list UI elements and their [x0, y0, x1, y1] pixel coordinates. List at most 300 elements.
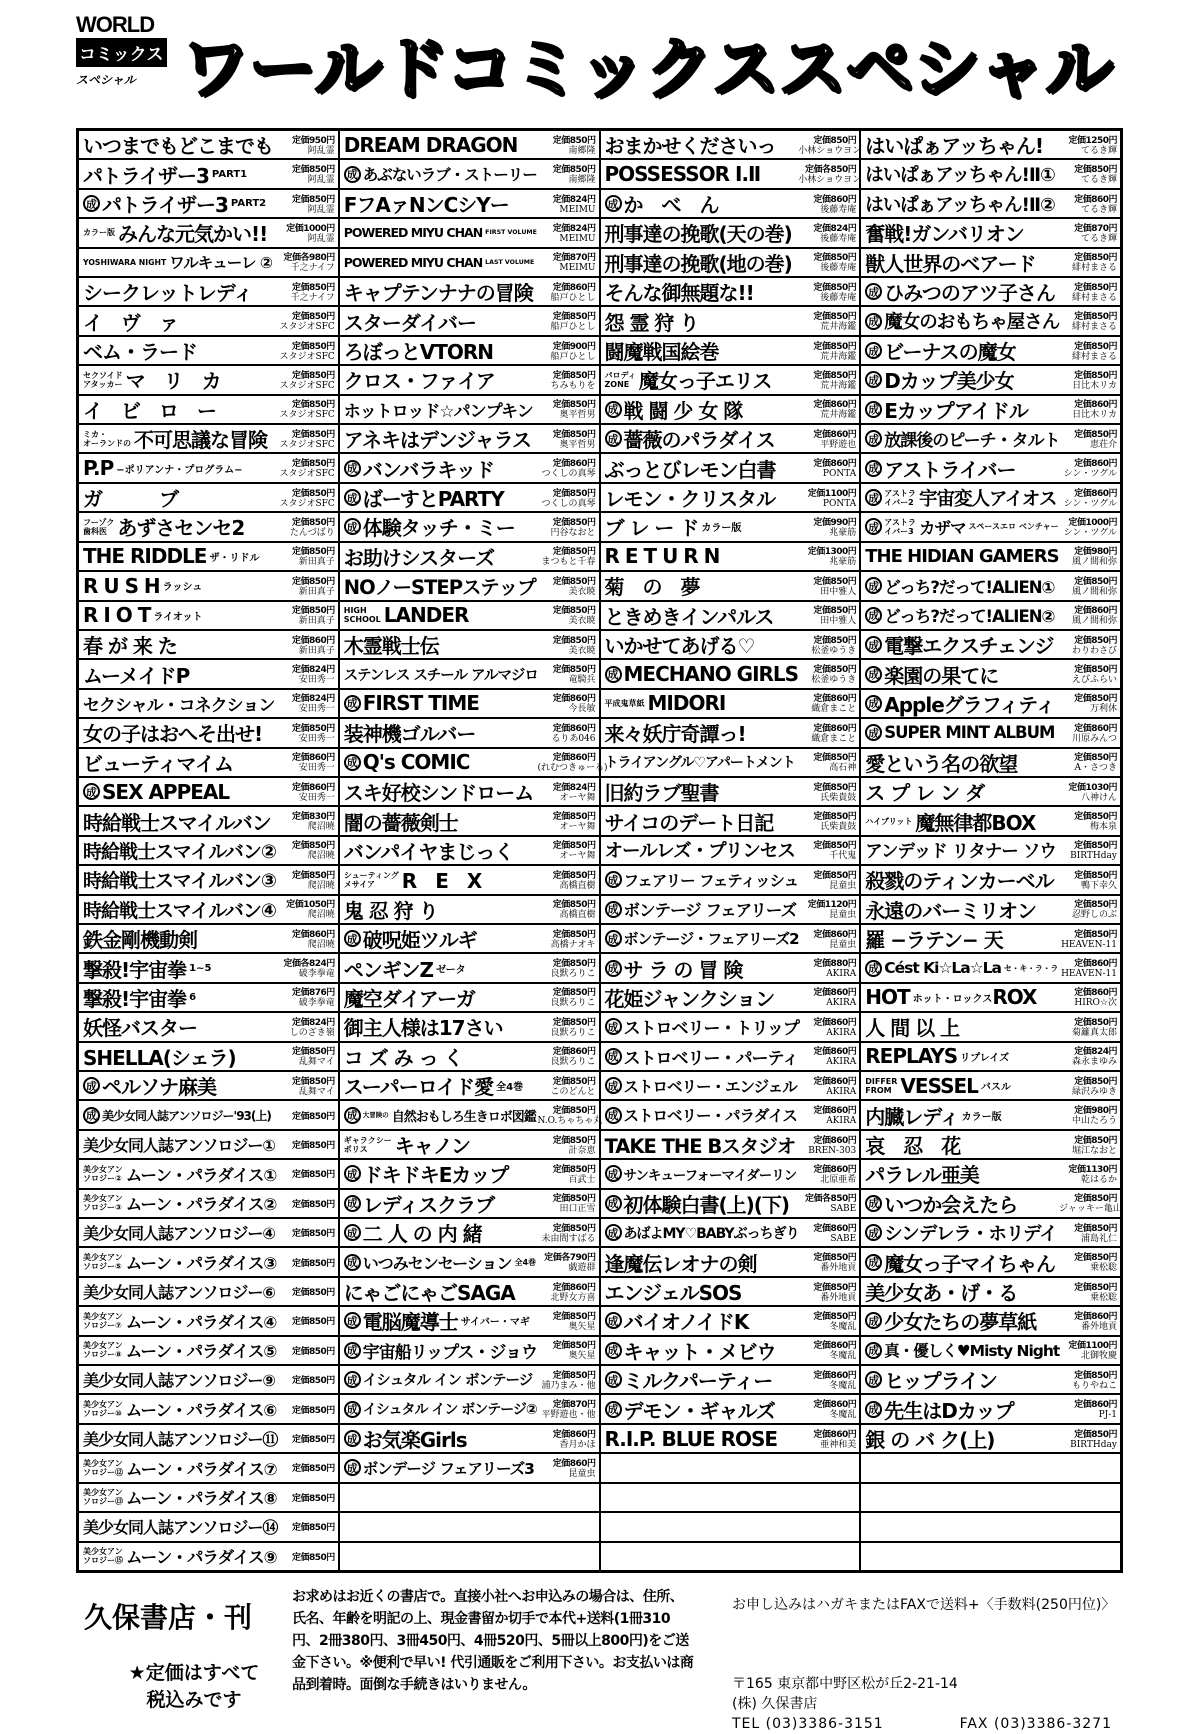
- price: 定価860円: [813, 929, 857, 940]
- catalog-item: [79, 837, 338, 866]
- catalog-item: [340, 1395, 599, 1424]
- author: スタジオSFC: [279, 498, 335, 509]
- author: 破李拳竜: [298, 969, 335, 980]
- title-area: [865, 1190, 1059, 1217]
- price-author: [1059, 1397, 1117, 1421]
- author: MEIMU: [559, 263, 596, 274]
- price-author: [277, 1109, 335, 1122]
- price: 定価1300円: [807, 547, 857, 558]
- price-author: [798, 427, 856, 451]
- catalog-item: [601, 896, 860, 925]
- author: 美衣暁: [568, 586, 596, 597]
- title-area: [83, 1101, 277, 1128]
- adult-mark-badge: 成: [344, 166, 361, 183]
- catalog-item: [861, 1366, 1120, 1395]
- adult-mark-badge: 成: [344, 489, 361, 506]
- price-author: [277, 250, 335, 274]
- author: 奥矢星: [568, 1321, 596, 1332]
- price: 定価各824円: [283, 959, 335, 970]
- catalog-item: [601, 1101, 860, 1130]
- title-area: [605, 1366, 799, 1393]
- book-title: キャット・メビウ: [623, 1339, 776, 1364]
- price: 定価824円: [552, 782, 596, 793]
- title-line: [83, 807, 271, 836]
- book-title: 鬼 忍 狩 り: [343, 898, 438, 923]
- book-title: 初体験白書(上)(下): [623, 1192, 790, 1217]
- price-author: [538, 1133, 596, 1157]
- adult-mark-badge: 成: [605, 1401, 622, 1418]
- book-title: 美少女あ・げ・る: [865, 1281, 1018, 1306]
- catalog-item: [861, 807, 1120, 836]
- title-area: [865, 807, 1059, 834]
- price-author: [798, 1250, 856, 1274]
- title-prefix: 美少女アン ソロジー⑦: [83, 1311, 123, 1330]
- price: 定価850円: [291, 1493, 335, 1504]
- catalog-item: [79, 543, 338, 572]
- catalog-item: [340, 1219, 599, 1248]
- catalog-item: [79, 1543, 338, 1570]
- title-line: [605, 248, 792, 277]
- author: 奥平哲男: [559, 439, 596, 450]
- price-author: [798, 574, 856, 598]
- price-author: [798, 192, 856, 216]
- catalog-item: [861, 366, 1120, 395]
- book-title: 魔無律都BOX: [915, 810, 1036, 835]
- author: たんづばり: [289, 527, 335, 538]
- book-title: R E X: [401, 869, 482, 894]
- title-line: [865, 1248, 1055, 1277]
- title-area: [344, 602, 538, 629]
- title-line: [344, 1251, 536, 1274]
- price: 定価860円: [813, 1341, 857, 1352]
- title-line: [865, 485, 1056, 511]
- book-title: ボンデージ フェアリーズ3: [362, 1459, 534, 1478]
- catalog-item: [79, 954, 338, 983]
- catalog-item: [340, 307, 599, 336]
- price: 定価860円: [1074, 1311, 1117, 1322]
- book-title: 美少女同人誌アンソロジー⑪: [83, 1430, 278, 1450]
- title-line: [83, 424, 267, 453]
- title-prefix: ミカ・ オーランドの: [83, 429, 131, 448]
- title-area: [83, 749, 277, 776]
- catalog-item: [861, 749, 1120, 778]
- adult-mark-badge: 成: [865, 636, 882, 653]
- book-title: サンキューフォーマイダーリン: [623, 1167, 797, 1184]
- price-author: [798, 809, 856, 833]
- price: 定価860円: [1074, 459, 1117, 470]
- title-line: [865, 1130, 960, 1159]
- empty-row: [861, 1454, 1120, 1483]
- title-line: [865, 1044, 1009, 1068]
- adult-mark-badge: 成: [605, 1195, 622, 1212]
- title-area: [605, 1160, 799, 1187]
- author: 中山たろう: [1071, 1116, 1117, 1127]
- title-line: [344, 603, 469, 627]
- book-title: イ ビ ロ ー: [83, 398, 216, 423]
- book-title: TAKE THE Bスタジオ: [604, 1134, 796, 1158]
- author: 船戸ひとし: [550, 322, 596, 333]
- title-area: [865, 1248, 1059, 1275]
- catalog-item: [601, 337, 860, 366]
- price: 定価860円: [552, 282, 596, 293]
- author: 風ノ間和弥: [1071, 586, 1117, 597]
- book-title: みんな元気かい!!: [118, 222, 268, 247]
- empty-row: [861, 1484, 1120, 1513]
- price-author: [538, 1162, 596, 1186]
- title-area: [83, 1248, 277, 1275]
- title-area: [605, 602, 799, 629]
- price-author: [538, 250, 596, 274]
- title-area: [865, 1072, 1059, 1099]
- book-title: 御主人様は17さい: [343, 1016, 503, 1041]
- price-author: [798, 897, 856, 921]
- title-line: [865, 515, 1058, 539]
- price: 定価850円: [291, 1141, 335, 1152]
- price-author: [798, 721, 856, 745]
- adult-mark-badge: 成: [605, 1018, 622, 1035]
- title-area: [605, 984, 799, 1011]
- title-line: [83, 483, 178, 512]
- title-line: [605, 1365, 773, 1394]
- title-area: [865, 572, 1059, 599]
- price: 定価850円: [1074, 929, 1117, 940]
- title-area: [344, 484, 538, 511]
- title-area: [865, 1160, 1059, 1187]
- title-area: [865, 278, 1059, 305]
- catalog-item: [340, 925, 599, 954]
- author: AKIRA: [826, 1057, 857, 1068]
- author: 阿乱霊: [307, 204, 335, 215]
- author: 堀江なおと: [1071, 1145, 1117, 1156]
- catalog-item: [340, 249, 599, 278]
- price-author: [1059, 486, 1117, 510]
- title-area: [344, 837, 538, 864]
- author: PONTA: [822, 469, 857, 480]
- title-prefix: アストラ イバー2: [884, 488, 916, 507]
- price: 定価860円: [813, 1076, 857, 1087]
- title-line: [865, 546, 1058, 567]
- price-author: [277, 1226, 335, 1239]
- price-author: [538, 368, 596, 392]
- price: 定価860円: [813, 1106, 857, 1117]
- title-line: [865, 395, 1028, 424]
- title-area: [344, 984, 538, 1011]
- price-author: [1059, 868, 1117, 892]
- catalog-item: [79, 984, 338, 1013]
- price: 定価850円: [291, 1199, 335, 1210]
- author: AKIRA: [826, 1027, 857, 1038]
- title-line: [865, 130, 1043, 159]
- catalog-item: [340, 454, 599, 483]
- title-area: [605, 896, 799, 923]
- catalog-item: [79, 337, 338, 366]
- author: 平野遊也・他: [541, 1410, 596, 1421]
- author: 乗松聡: [1089, 1263, 1117, 1274]
- price: 定価850円: [1074, 900, 1117, 911]
- title-line: [83, 1107, 271, 1124]
- title-line: [605, 424, 775, 453]
- price: 定価860円: [813, 400, 857, 411]
- price-author: [538, 339, 596, 363]
- price-author: [1059, 397, 1117, 421]
- title-area: [344, 249, 538, 276]
- adult-mark-badge: 成: [605, 1224, 622, 1241]
- adult-mark-badge: 成: [865, 283, 882, 300]
- price: 定価850円: [1074, 694, 1117, 705]
- price-author: [1059, 280, 1117, 304]
- price-author: [277, 1520, 335, 1533]
- price: 定価850円: [552, 547, 596, 558]
- title-area: [865, 896, 1059, 923]
- title-area: [605, 660, 799, 687]
- price: 定価860円: [1074, 1400, 1117, 1411]
- title-area: [344, 425, 538, 452]
- price-author: [538, 1015, 596, 1039]
- adult-mark-badge: 成: [865, 1195, 882, 1212]
- title-area: [344, 866, 538, 893]
- adult-mark-badge: 成: [83, 195, 100, 212]
- book-title: おまかせくださいっ: [604, 134, 776, 159]
- price: 定価850円: [1074, 1282, 1117, 1293]
- price: 定価850円: [1074, 841, 1117, 852]
- title-area: [865, 837, 1059, 864]
- price: 定価各790円: [544, 1253, 596, 1264]
- price: 定価850円: [552, 606, 596, 617]
- title-area: [83, 249, 277, 276]
- title-area: [865, 249, 1059, 276]
- price-author: [798, 1162, 856, 1186]
- price: 定価850円: [1074, 341, 1117, 352]
- book-title: 旧約ラブ聖書: [604, 781, 719, 806]
- title-area: [83, 1013, 277, 1040]
- book-title: 撃殺!宇宙拳: [83, 986, 187, 1011]
- title-line: [605, 1189, 790, 1218]
- title-area: [344, 1131, 538, 1158]
- title-area: [344, 1337, 538, 1364]
- price: 定価860円: [552, 694, 596, 705]
- author: 森永まゆみ: [1071, 1057, 1117, 1068]
- book-title: ボンテージ フェアリーズ: [623, 901, 797, 921]
- price: 定価850円: [1074, 282, 1117, 293]
- catalog-item: [861, 543, 1120, 572]
- book-title: 撃殺!宇宙拳: [83, 957, 187, 982]
- adult-mark-badge: 成: [865, 489, 882, 506]
- title-line: [344, 807, 458, 836]
- title-line: [865, 807, 1035, 836]
- price-author: [277, 574, 335, 598]
- author: このどんと: [550, 1086, 596, 1097]
- price-author: [277, 1138, 335, 1151]
- author: PONTA: [822, 498, 857, 509]
- title-area: [83, 660, 277, 687]
- book-title: 不可思議な冒険: [134, 428, 267, 453]
- price: 定価850円: [813, 576, 857, 587]
- catalog-item: [340, 337, 599, 366]
- author: 爬沼曉: [307, 880, 335, 891]
- book-title: 菊 の 夢: [604, 575, 700, 600]
- price: 定価850円: [813, 812, 857, 823]
- price: 定価850円: [552, 900, 596, 911]
- title-prefix: セクソイド アタッカー: [83, 370, 123, 389]
- price: 定価860円: [813, 1400, 857, 1411]
- title-area: [344, 1278, 538, 1305]
- title-area: [83, 1219, 277, 1246]
- title-area: [605, 1425, 799, 1452]
- author: 川原みんつ: [1072, 733, 1117, 744]
- catalog-item: [79, 602, 338, 631]
- title-line: [344, 836, 514, 865]
- catalog-item: [340, 1190, 599, 1219]
- catalog-item: [340, 602, 599, 631]
- price-author: [538, 397, 596, 421]
- catalog-column: [79, 131, 340, 1570]
- title-area: [605, 954, 799, 981]
- catalog-item: [79, 1513, 338, 1542]
- book-title: 魔女っ子マイちゃん: [884, 1251, 1055, 1276]
- catalog-item: [340, 1072, 599, 1101]
- catalog-item: [340, 1278, 599, 1307]
- price-author: [277, 1285, 335, 1298]
- price-author: [1059, 750, 1117, 774]
- book-title: P.P: [83, 456, 114, 481]
- title-area: [83, 219, 277, 246]
- adult-mark-badge: 成: [865, 313, 882, 330]
- price: 定価850円: [1074, 870, 1117, 881]
- publisher-address: [732, 1674, 1112, 1734]
- title-line: [605, 512, 742, 541]
- price-author: [538, 309, 596, 333]
- title-line: [344, 1457, 534, 1479]
- author: 緋村まさる: [1071, 292, 1117, 303]
- price: 定価860円: [1074, 723, 1117, 734]
- catalog-item: [601, 690, 860, 719]
- title-suffix: サイバー・マギ: [460, 1317, 530, 1329]
- price: 定価850円: [552, 165, 596, 176]
- price: 定価850円: [552, 1164, 596, 1175]
- price: 定価850円: [291, 1317, 335, 1328]
- price-author: [538, 133, 596, 157]
- book-title: イ ヴ ァ: [83, 310, 178, 335]
- catalog-item: [861, 1248, 1120, 1277]
- title-line: [344, 777, 534, 806]
- catalog-item: [861, 719, 1120, 748]
- price-author: [1059, 662, 1117, 686]
- title-area: [865, 778, 1059, 805]
- price-author: [538, 603, 596, 627]
- title-line: [865, 1306, 1036, 1335]
- title-area: [344, 719, 538, 746]
- author: 円谷なおと: [550, 527, 596, 538]
- title-area: [865, 602, 1059, 629]
- price-author: [538, 1191, 596, 1215]
- book-title: ひみつのアツ子さん: [884, 281, 1055, 306]
- title-area: [83, 807, 277, 834]
- title-line: [605, 662, 799, 686]
- author: 織倉まこと: [811, 704, 857, 715]
- catalog-item: [861, 131, 1120, 160]
- price: 定価860円: [813, 1370, 857, 1381]
- author: 奥矢星: [568, 1351, 596, 1362]
- author: MEIMU: [559, 233, 596, 244]
- price: 定価850円: [552, 841, 596, 852]
- book-title: ワルキューレ ②: [169, 254, 272, 273]
- book-title: いかせてあげる♡: [604, 634, 755, 659]
- title-area: [83, 1366, 277, 1393]
- catalog-item: [340, 984, 599, 1013]
- title-suffix: 全4巻: [496, 1082, 524, 1094]
- price: 定価850円: [1074, 1076, 1117, 1087]
- title-area: [865, 1278, 1059, 1305]
- title-line: [344, 1130, 470, 1159]
- price: 定価850円: [291, 841, 335, 852]
- catalog-item: [601, 425, 860, 454]
- price-author: [277, 721, 335, 745]
- title-area: [344, 778, 538, 805]
- price: 定価850円: [291, 1435, 335, 1446]
- title-line: [865, 574, 1054, 598]
- price-author: [277, 838, 335, 862]
- price: 定価1000円: [286, 223, 335, 234]
- title-line: [83, 603, 202, 627]
- author: 浦島礼仁: [1080, 1233, 1117, 1244]
- title-area: [865, 425, 1059, 452]
- price-author: [1059, 544, 1117, 568]
- price-author: [1059, 1162, 1117, 1186]
- empty-row: [861, 1513, 1120, 1542]
- author: 竜騎兵: [568, 675, 596, 686]
- price-author: [798, 339, 856, 363]
- price: 定価850円: [813, 606, 857, 617]
- price: 定価880円: [813, 959, 857, 970]
- logo-line1: WORLD: [76, 12, 155, 37]
- price: 定価850円: [291, 1170, 335, 1181]
- title-line: [83, 954, 211, 983]
- catalog-item: [601, 1043, 860, 1072]
- title-area: [344, 307, 538, 334]
- price: 定価850円: [291, 488, 335, 499]
- book-title: バンパイヤまじっく: [343, 839, 514, 864]
- title-area: [865, 484, 1059, 511]
- title-prefix: カラー版: [83, 228, 115, 238]
- catalog-item: [79, 131, 338, 160]
- book-title: Q's COMIC: [362, 750, 470, 775]
- title-area: [344, 749, 538, 776]
- author: 緋村まさる: [1071, 322, 1117, 333]
- title-area: [605, 1043, 799, 1070]
- title-area: [865, 160, 1059, 187]
- title-line: [865, 1012, 959, 1041]
- book-title: 放課後のピーチ・タルト: [884, 431, 1060, 452]
- title-line: [83, 1368, 275, 1391]
- catalog-item: [79, 1072, 338, 1101]
- price: 定価860円: [813, 429, 857, 440]
- author: 南郷隆: [568, 175, 596, 186]
- price-author: [538, 1427, 596, 1451]
- catalog-item: [79, 866, 338, 895]
- title-area: [344, 513, 538, 540]
- catalog-item: [601, 1307, 860, 1336]
- author: 忍野しのぶ: [1071, 910, 1117, 921]
- title-area: [605, 690, 799, 717]
- price-author: [277, 1074, 335, 1098]
- title-area: [865, 631, 1059, 658]
- price: 定価850円: [552, 635, 596, 646]
- price-author: [277, 162, 335, 186]
- empty-row: [601, 1454, 860, 1483]
- price: 定価850円: [291, 429, 335, 440]
- price: 定価850円: [1074, 1017, 1117, 1028]
- price: 定価850円: [291, 459, 335, 470]
